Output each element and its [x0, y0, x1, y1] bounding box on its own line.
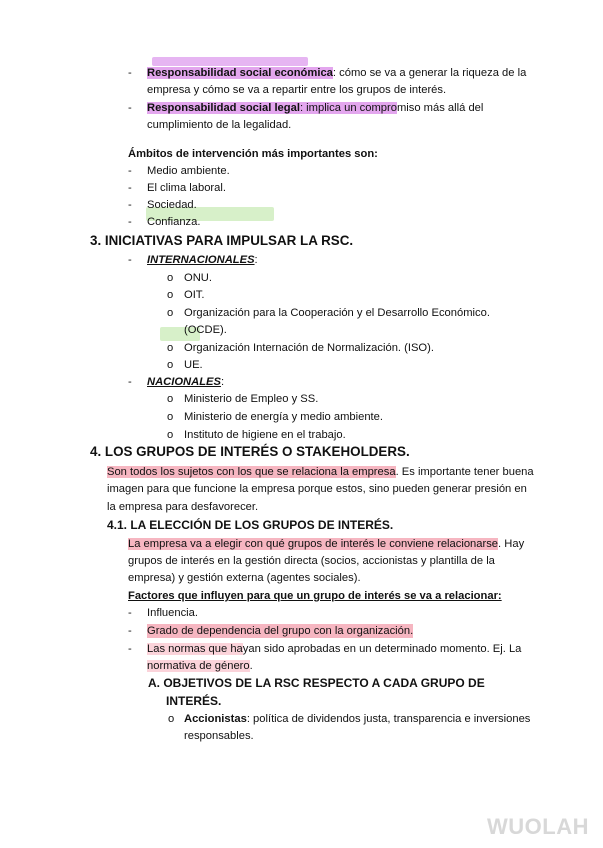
term: Accionistas: [184, 713, 247, 725]
list-item: NACIONALES:: [147, 376, 225, 388]
subheading: Ámbitos de intervención más importantes son:: [128, 148, 378, 160]
list-item-continuation: empresa y cómo se va a repartir entre los grupos de interés.: [147, 84, 447, 96]
category-label: INTERNACIONALES: [147, 254, 255, 266]
list-item: [147, 66, 526, 80]
paragraph-line: La empresa va a elegir con qué grupos de interés le conviene relacionarse. Hay: [128, 538, 525, 550]
bullet: o: [168, 713, 175, 725]
paragraph-line: imagen para que funcione la empresa porque estos, sino pueden generar presión en: [107, 483, 527, 495]
subsection-heading: A. OBJETIVOS DE LA RSC RESPECTO A CADA GRUPO DE: [148, 676, 485, 690]
bullet: o: [167, 359, 174, 371]
highlighted-text: La empresa va a elegir con qué grupos de interés le conviene relacionarse: [128, 538, 499, 550]
list-item: INTERNACIONALES:: [147, 254, 258, 266]
bullet: -: [128, 643, 132, 655]
list-item-continuation: cumplimiento de la legalidad.: [147, 119, 292, 131]
highlighted-text: Son todos los sujetos con los que se relaciona la empresa: [107, 466, 396, 478]
list-item: Accionistas: política de dividendos justa, transparencia e inversiones: [184, 713, 531, 725]
paragraph-line: Son todos los sujetos con los que se relaciona la empresa. Es importante tener buena: [107, 466, 534, 478]
bullet: o: [167, 393, 174, 405]
list-item: Medio ambiente.: [147, 165, 230, 177]
bullet: -: [128, 625, 132, 637]
text: : cómo se va a generar la riqueza de la: [332, 67, 527, 79]
list-item: Ministerio de Empleo y SS.: [184, 393, 319, 405]
bullet: -: [128, 67, 132, 79]
bullet: o: [167, 342, 174, 354]
paragraph-line: empresa) y gestión externa (agentes sociales).: [128, 572, 361, 584]
bullet: o: [167, 307, 174, 319]
list-item: ONU.: [184, 272, 212, 284]
list-item: Grado de dependencia del grupo con la organización.: [147, 625, 414, 637]
list-item: Ministerio de energía y medio ambiente.: [184, 411, 383, 423]
section-heading: 3. INICIATIVAS PARA IMPULSAR LA RSC.: [90, 233, 354, 248]
bullet: o: [167, 272, 174, 284]
list-item: Organización Internación de Normalización. (ISO).: [184, 342, 434, 354]
list-item: Organización para la Cooperación y el Desarrollo Económico.: [184, 307, 490, 319]
list-item: [147, 101, 483, 115]
paragraph-line: grupos de interés en la gestión directa (socios, accionistas y plantilla de la: [128, 555, 495, 567]
bullet: -: [128, 216, 132, 228]
subheading: Factores que influyen para que un grupo de interés se va a relacionar:: [128, 590, 502, 602]
list-item: Las normas que hayan sido aprobadas en un determinado momento. Ej. La: [147, 643, 522, 655]
term: Responsabilidad social económica: [147, 67, 333, 79]
list-item: Confianza.: [147, 216, 201, 228]
watermark-logo: WUOLAH: [487, 814, 589, 839]
list-item-continuation: responsables.: [184, 730, 254, 742]
list-item: Influencia.: [147, 607, 198, 619]
subsection-heading: 4.1. LA ELECCIÓN DE LOS GRUPOS DE INTERÉS.: [107, 518, 394, 532]
list-item-continuation: (OCDE).: [184, 324, 227, 336]
bullet: -: [128, 376, 132, 388]
bullet: o: [167, 289, 174, 301]
bullet: -: [128, 102, 132, 114]
list-item: OIT.: [184, 289, 205, 301]
bullet: -: [128, 607, 132, 619]
paragraph-line: la empresa para desfavorecer.: [107, 501, 259, 513]
bullet: -: [128, 254, 132, 266]
list-item: Sociedad.: [147, 199, 197, 211]
bullet: -: [128, 182, 132, 194]
list-item-continuation: normativa de género.: [147, 660, 253, 672]
text: miso más allá del: [396, 102, 484, 114]
bullet: o: [167, 411, 174, 423]
highlighted-text: Las normas que ha: [147, 643, 243, 655]
highlighted-text: normativa de género: [147, 660, 250, 672]
highlight-band: [152, 57, 308, 66]
bullet: -: [128, 199, 132, 211]
bullet: o: [167, 429, 174, 441]
bullet: -: [128, 165, 132, 177]
text: : implica un compro: [299, 102, 397, 114]
term: Responsabilidad social legal: [147, 102, 300, 114]
list-item: UE.: [184, 359, 203, 371]
category-label: NACIONALES: [147, 376, 221, 388]
subsection-heading-continuation: INTERÉS.: [166, 694, 222, 708]
section-heading: 4. LOS GRUPOS DE INTERÉS O STAKEHOLDERS.: [90, 444, 410, 459]
list-item: El clima laboral.: [147, 182, 226, 194]
list-item: Instituto de higiene en el trabajo.: [184, 429, 346, 441]
